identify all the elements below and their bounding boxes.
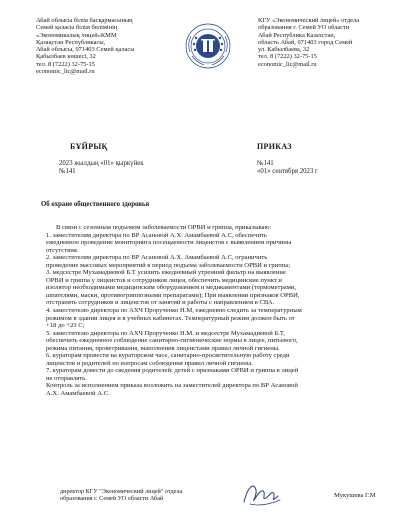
order-date-line: «01» сентября 2023 г [257, 168, 318, 175]
header-ru-line: economic_lic@mail.ru [258, 60, 317, 68]
order-body [46, 224, 364, 398]
header-kz-line: Семей қаласы білім бөлімінің [36, 24, 118, 32]
body-line: 2. заместителям директора по ВР Асановой А.Х. Амамбаевой А.С, ограничить [46, 254, 268, 262]
body-line: 7. кураторам довести до сведения родителей: детей с признаками ОРВИ и гриппа в лицей [46, 367, 299, 375]
order-date-line: 2023 жылдың «01» қыркүйек [59, 160, 144, 167]
order-date-russian [257, 160, 318, 176]
body-line: Контроль за исполнением приказа возложить на заместителей директора по ВР Асановой [46, 382, 298, 390]
order-title-kazakh: БҰЙРЫҚ [70, 142, 108, 151]
signatory-position-line: образования г. Семей УО области Абай [60, 495, 164, 503]
signatory-position-line: директор КГУ "Экономический лицей" отдела [60, 488, 183, 495]
header-kz-line: Абай облысы білім басқармасының [36, 17, 133, 24]
body-line: не отправлять. [46, 374, 87, 382]
body-line: шпателями, маски, противогриппозными препаратами); При выявлении признаков ОРВИ, [46, 291, 300, 299]
body-line: изолятор необходимыми медицинским оборудованием и медикаментами (термометрами, [46, 284, 297, 292]
body-line: лицеистов и родителей по вопросам соблюдения правил личной гигиены. [46, 359, 253, 367]
body-line: обеспечить ежедневное соблюдение санитарно-гигиенические нормы в лицее, питьевого, [46, 337, 298, 345]
body-line: отсутствия. [46, 246, 79, 254]
header-kazakh [36, 17, 186, 75]
header-kz-line: Қазақстан Республикасы, [36, 38, 106, 46]
header-ru-line: Абай Республика Казахстан, [258, 31, 336, 39]
body-line: А.Х. Амамбаевой А.С. [46, 390, 110, 398]
body-line: ежедневное проведение мониторинга посещаемости лицеистов с выявлением причины [46, 239, 292, 247]
body-line: В связи с сезонным подъемом заболеваемости ОРВИ и гриппа, приказываю: [56, 224, 272, 231]
body-line: 5. заместителю директора по АХЧ Прорученко Н.М. и медсестре Мухамадиевой Б.Т, [46, 329, 285, 337]
header-kz-line: «Экономикалық лицей»КММ [36, 31, 117, 39]
body-line: режима питания, проветривания, выполнения лицеистами правил личной гигиены. [46, 344, 280, 352]
order-date-kazakh [59, 160, 144, 176]
header-ru-line: тел. 8 (7222) 32-75-15 [258, 53, 317, 61]
header-kz-line: Қабылбаев көшесі, 32 [36, 53, 96, 61]
body-line: +18 до +23 С; [46, 322, 85, 330]
signatory-name: Мукушева Г.М [334, 492, 376, 499]
order-title-russian: ПРИКАЗ [257, 142, 292, 151]
header-kz-line: Абай облысы, 071403 Семей қаласы [36, 46, 135, 54]
order-number: №141 [257, 160, 274, 167]
header-ru-line: КГУ «Экономический лицей» отдела [258, 17, 360, 24]
body-line: режимом в здании лицея и в учебных кабинетах. Температурный режим должен быть от [46, 314, 295, 322]
body-line: 6. кураторам провести на кураторском часе, санитарно-просветительную работу среди [46, 352, 290, 360]
body-line: 4. заместителю директора по АХЧ Прорученко Н.М, ежедневно следить за температурным [46, 307, 302, 315]
order-subject: Об охране общественного здоровья [41, 201, 150, 208]
signatory-position [60, 488, 182, 503]
order-number: №141 [59, 168, 76, 175]
body-line: 1. заместителям директора по ВР Асановой А.Х. Амамбаевой А.С, обеспечить [46, 231, 267, 239]
header-ru-line: область Абай, 071403 город Семей [258, 38, 353, 46]
body-line: ОРВИ и гриппа у лицеистов и сотрудников лицея, обеспечить медицинские пункт и [46, 276, 282, 284]
handwritten-signature-icon [240, 476, 284, 510]
header-kz-line: тел. 8 (7222) 32-75-15 [36, 60, 95, 68]
header-ru-line: ул. Кабылбаева, 32 [258, 46, 310, 54]
header-ru-line: образования г. Семей УО области [258, 24, 350, 32]
body-line: 3. медсестре Мухамадиевой Б.Т усилить ежедневный утренний фильтр на выявление [46, 269, 286, 277]
header-russian [258, 17, 408, 68]
header-kz-line: economic_lic@mail.ru [36, 68, 95, 76]
body-line: проведение массовых мероприятий в период подъема заболеваемости ОРВИ и гриппа; [46, 261, 291, 269]
body-line: отстранять сотрудников и лицеистов от занятий и работы с направлением в СВА. [46, 299, 275, 307]
lyceum-logo-icon [184, 22, 232, 70]
